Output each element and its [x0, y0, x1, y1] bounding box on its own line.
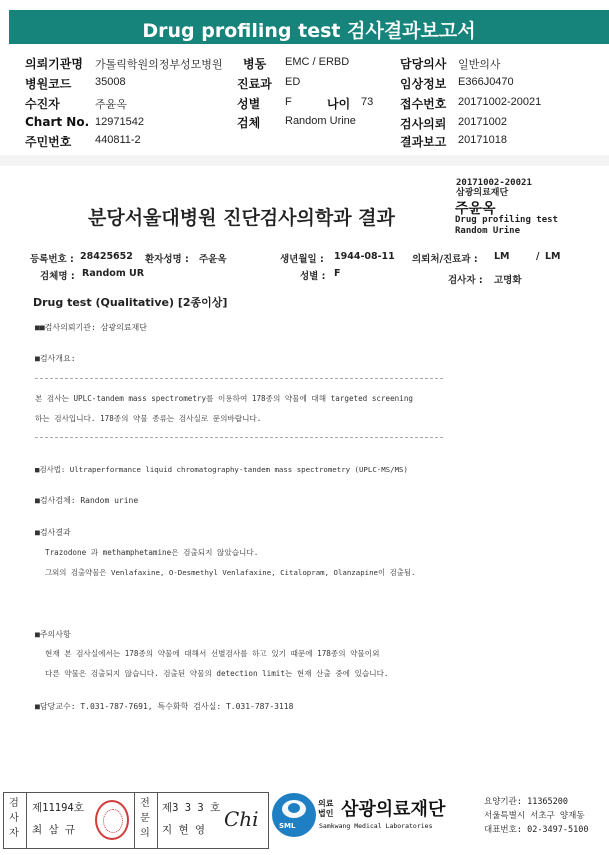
caution-line-2: 다른 약물은 검출되지 않습니다. 검출된 약물의 detection limit는 현재 산출 중에 있습니다.: [45, 669, 389, 678]
signature-divider-3: [157, 793, 158, 848]
value-receipt-number: 20171002-20021: [458, 96, 542, 108]
value-clinical-info: E366J0470: [458, 76, 514, 88]
foundation-address: 서울특별시 서초구 양재동: [484, 811, 585, 821]
value-result-report-date: 20171018: [458, 134, 507, 146]
signature-divider-2: [134, 793, 135, 848]
label-hospital-code: 병원코드: [25, 77, 72, 91]
sml-logo-text: SML: [279, 822, 296, 830]
foundation-name-english: Samkwang Medical Laboratories: [319, 822, 433, 830]
specimen-line: ■검사검체: Random urine: [35, 496, 139, 505]
method-line: ■검사법: Ultraperformance liquid chromatography-tandem mass spectrometry (UPLC-MS/MS): [35, 465, 408, 474]
specialist-label: 전문의: [140, 798, 150, 839]
inspector-name: 최 삼 규: [32, 824, 76, 836]
hospital-report-title: 분당서울대병원 진단검사의학과 결과: [88, 207, 395, 229]
value-department: ED: [285, 76, 301, 88]
contact-line: ■담당교수: T.031-787-7691, 특수화학 검사실: T.031-787-3118: [35, 702, 294, 711]
report-sex-label: 성별 :: [300, 271, 326, 282]
drug-test-heading: Drug test (Qualitative) [2종이상]: [33, 296, 228, 309]
referral-dept-value: LM: [494, 251, 510, 262]
report-sex-value: F: [334, 268, 341, 279]
label-receipt-number: 접수번호: [400, 97, 447, 111]
inspector-license: 제11194호: [32, 802, 84, 814]
value-requesting-institution: 가톨릭학원의정부성모병원: [95, 59, 223, 71]
label-age: 나이: [327, 97, 351, 111]
value-sex: F: [285, 96, 292, 108]
value-hospital-code: 35008: [95, 76, 126, 88]
header-separator: [0, 155, 609, 166]
institution-line: ■■검사의뢰기관: 삼광의료재단: [35, 323, 148, 332]
result-line-1: Trazodone 과 methamphetamine은 검출되지 않았습니다.: [45, 548, 259, 557]
examiner-label: 검사자 :: [448, 275, 483, 286]
value-resident-number: 440811-2: [95, 134, 141, 146]
overview-line-1: 본 검사는 UPLC-tandem mass spectrometry를 이용하여 178종의 약물에 대해 targeted screening: [35, 394, 413, 403]
label-requesting-institution: 의뢰기관명: [25, 57, 83, 71]
registration-number-value: 28425652: [80, 251, 133, 262]
examiner-value: 고명화: [494, 275, 522, 286]
label-result-report-date: 결과보고: [400, 135, 447, 149]
report-title-bar: [9, 10, 609, 44]
report-title: Drug profiling test 검사결과보고서: [142, 20, 476, 42]
specialist-name: 지 현 영: [162, 824, 206, 836]
logo-prefix-1: 의료: [318, 799, 334, 808]
caution-line-1: 현재 본 검사실에서는 178종의 약물에 대해서 선별검사를 하고 있기 때문에 178종의 약물이외: [45, 649, 380, 658]
label-test-request-date: 검사의뢰: [400, 117, 447, 131]
overview-line-2: 하는 검사입니다. 178종의 약물 종류는 검사실로 문의바랍니다.: [35, 414, 262, 423]
birth-date-value: 1944-08-11: [334, 251, 395, 262]
overview-rule-top: [35, 378, 443, 379]
foundation-name: 삼광의료재단: [341, 799, 446, 820]
label-sex: 성별: [237, 97, 261, 111]
institution-number: 요양기관: 11365200: [484, 797, 569, 807]
overview-rule-bottom: [35, 437, 443, 438]
overview-heading: ■검사개요:: [35, 354, 76, 363]
value-ward: EMC / ERBD: [285, 56, 350, 68]
label-clinical-info: 임상정보: [400, 77, 447, 91]
label-patient: 수진자: [25, 97, 60, 111]
foundation-phone: 대표번호: 02-3497-5100: [484, 825, 589, 835]
label-resident-number: 주민번호: [25, 135, 72, 149]
referral-dept-label: 의뢰처/진료과 :: [412, 254, 478, 265]
specimen-stamp-specimen: Random Urine: [455, 226, 521, 236]
referral-dept-value-2: LM: [545, 251, 561, 262]
label-attending-doctor: 담당의사: [400, 57, 447, 71]
signature-divider-1: [26, 793, 27, 848]
label-specimen: 검체: [237, 116, 261, 130]
specimen-name-value: Random UR: [82, 268, 145, 279]
value-age: 73: [361, 96, 374, 108]
specimen-stamp-name: 주윤옥: [455, 201, 496, 217]
specialist-license: 제3 3 3 호: [162, 802, 221, 814]
specimen-stamp-org: 삼광의료재단: [456, 188, 509, 198]
value-test-request-date: 20171002: [458, 116, 507, 128]
official-seal: [95, 800, 129, 840]
sml-logo-icon: [272, 793, 316, 837]
caution-heading: ■주의사항: [35, 630, 71, 639]
patient-name-value: 주윤옥: [199, 254, 227, 265]
label-chart-number: Chart No.: [25, 115, 90, 129]
specimen-name-label: 검체명 :: [40, 271, 75, 282]
referral-dept-separator: /: [536, 251, 540, 262]
value-chart-number: 12971542: [95, 116, 144, 128]
patient-name-label: 환자성명 :: [145, 254, 189, 265]
inspector-label: 검사자: [9, 798, 19, 839]
label-ward: 병동: [243, 57, 267, 71]
label-department: 진료과: [237, 77, 272, 91]
value-patient: 주윤옥: [95, 99, 127, 111]
logo-prefix-2: 법인: [318, 809, 334, 818]
specimen-stamp-number: 20171002-20021: [456, 178, 532, 188]
value-specimen: Random Urine: [285, 115, 356, 127]
registration-number-label: 등록번호 :: [30, 254, 74, 265]
result-heading: ■검사결과: [35, 528, 71, 537]
value-attending-doctor: 일반의사: [458, 59, 501, 71]
birth-date-label: 생년월일 :: [280, 254, 324, 265]
specialist-signature: Chi: [224, 807, 259, 831]
result-line-2: 그외의 검출약물은 Venlafaxine, O-Desmethyl Venlafaxine, Citalopram, Olanzapine이 검출됨.: [45, 568, 416, 577]
specimen-stamp-test: Drug profiling test: [455, 215, 558, 225]
